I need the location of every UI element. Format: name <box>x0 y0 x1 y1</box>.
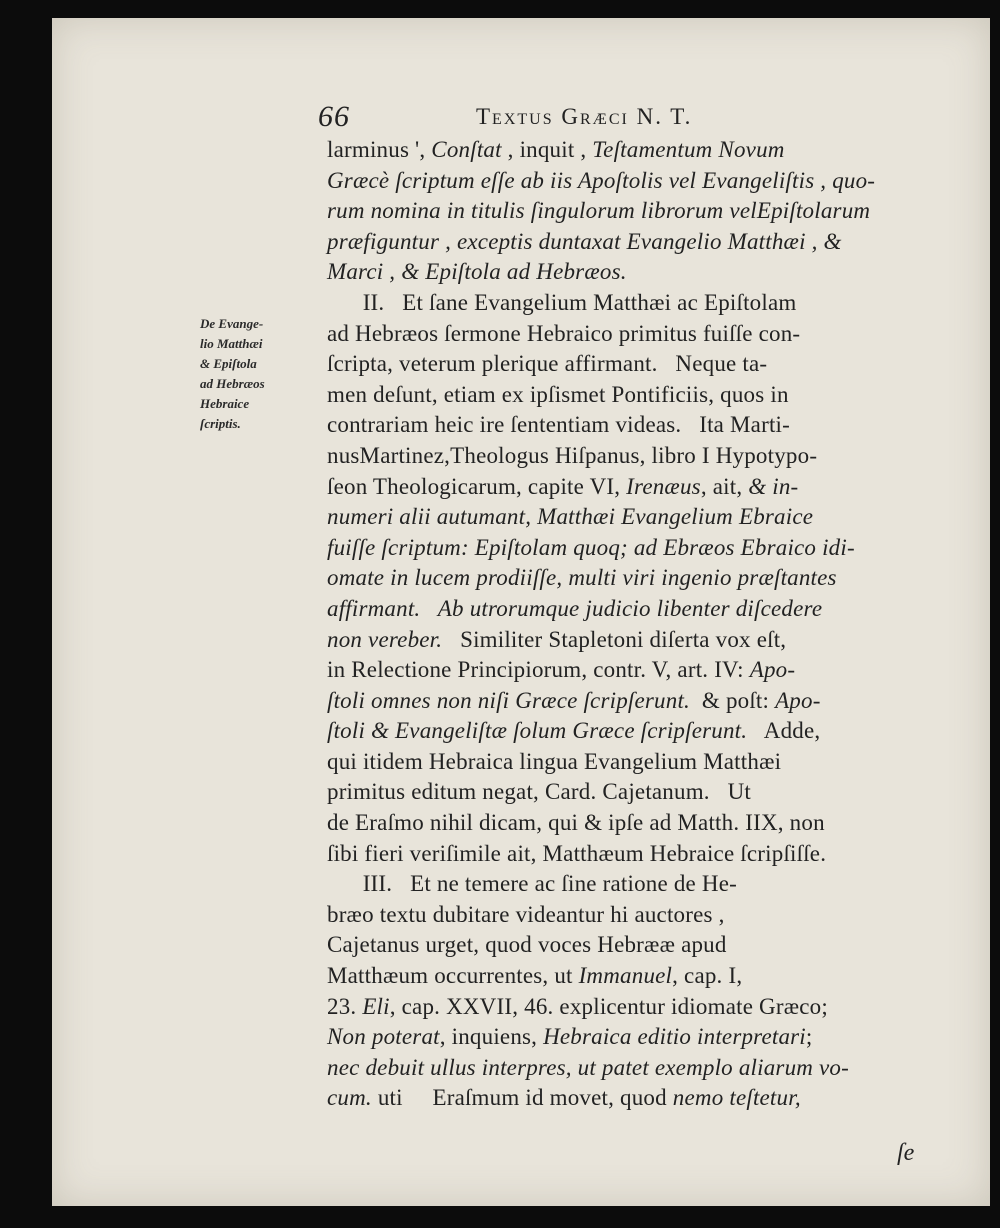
italic-text: Irenæus <box>626 473 701 499</box>
italic-text: rum nomina in titulis ſingulorum librorum velEpiſtolarum <box>327 198 871 224</box>
italic-text: Immanuel <box>578 963 673 989</box>
text-line <box>327 992 947 1023</box>
text-line <box>327 227 947 258</box>
text-line <box>327 166 947 197</box>
roman-text: 23. <box>327 993 363 1019</box>
italic-text: Eli <box>362 993 390 1019</box>
roman-text: men deſunt, etiam ex ipſismet Pontificiis, quos in <box>327 381 789 407</box>
text-line <box>327 930 947 961</box>
catchword: ſe <box>897 1140 915 1166</box>
roman-text: , cap. I, <box>672 963 743 989</box>
text-line <box>327 655 947 686</box>
roman-text: Similiter Stapletoni diſerta vox eſt, <box>442 626 787 652</box>
italic-text: omate in lucem prodiiſſe, multi viri ingenio præſtantes <box>327 565 837 591</box>
text-line <box>327 900 947 931</box>
roman-text: qui itidem Hebraica lingua Evangelium Matthæi <box>327 748 782 774</box>
italic-text: Hebraica editio interpretari <box>543 1024 806 1050</box>
roman-text: nusMartinez,Theologus Hiſpanus, libro I Hypotypo- <box>327 442 818 468</box>
text-line <box>327 319 947 350</box>
italic-text: cum. <box>327 1085 372 1111</box>
italic-text: fuiſſe ſcriptum: Epiſtolam quoq; ad Ebræos Ebraico idi- <box>327 534 855 560</box>
roman-text: Cajetanus urget, quod voces Hebrææ apud <box>327 932 727 958</box>
text-line <box>327 869 947 900</box>
roman-text: , inquit , <box>501 137 593 162</box>
roman-text: , cap. XXVII, 46. explicentur idiomate Græco; <box>389 993 828 1019</box>
page-header <box>318 100 758 140</box>
roman-text: ad Hebræos ſermone Hebraico primitus fuiſſe con- <box>327 320 801 346</box>
italic-text: & in- <box>748 473 799 499</box>
roman-text: ſcripta, veterum plerique affirmant. Neque ta- <box>327 351 768 377</box>
margin-note-line: & Epiſtola <box>200 356 257 371</box>
text-line <box>327 747 947 778</box>
roman-text: in Relectione Principiorum, contr. V, art. IV: <box>327 657 750 683</box>
italic-text: Apo- <box>775 687 821 713</box>
page-number: 66 <box>318 100 350 133</box>
italic-text: affirmant. Ab utrorumque judicio libenter diſcedere <box>327 595 823 621</box>
roman-text: , ait, <box>700 473 749 499</box>
italic-text: Marci , & Epiſtola ad Hebræos. <box>327 259 627 285</box>
roman-text: Matthæum occurrentes, ut <box>327 963 579 989</box>
roman-text: Adde, <box>747 718 821 744</box>
roman-text: de Eraſmo nihil dicam, qui & ipſe ad Matth. IIX, non <box>327 810 825 836</box>
text-line <box>327 349 947 380</box>
roman-text: , inquiens, <box>439 1024 544 1050</box>
text-line <box>327 563 947 594</box>
italic-text: Græcè ſcriptum eſſe ab iis Apoſtolis vel Evangeliſtis , quo- <box>327 167 876 193</box>
text-line <box>327 594 947 625</box>
text-line <box>327 808 947 839</box>
text-line <box>327 1022 947 1053</box>
italic-text: Conſtat <box>431 137 502 162</box>
running-title: Textus Græci N. T. <box>476 104 693 129</box>
italic-text: Apo- <box>749 657 796 683</box>
text-line <box>327 288 947 319</box>
italic-text: ſtoli & Evangeliſtæ ſolum Græce ſcripſerunt. <box>327 718 748 744</box>
roman-text: primitus editum negat, Card. Cajetanum. Ut <box>327 779 752 805</box>
marginal-note <box>200 314 330 434</box>
margin-note-line: ſcriptis. <box>200 416 241 431</box>
italic-text: non vereber. <box>327 626 443 652</box>
margin-note-line: De Evange- <box>200 316 264 331</box>
text-line <box>327 410 947 441</box>
roman-text: II. Et ſane Evangelium Matthæi ac Epiſtolam <box>327 289 797 315</box>
roman-text: III. Et ne temere ac ſine ratione de He- <box>327 871 737 897</box>
text-line <box>327 625 947 656</box>
text-line <box>327 257 947 288</box>
text-line <box>327 686 947 717</box>
margin-note-line: Hebraice <box>200 396 250 411</box>
italic-text: Non poterat <box>327 1024 440 1050</box>
italic-text: ſtoli omnes non niſi Græce ſcripſerunt. <box>327 687 690 713</box>
text-line <box>327 1053 947 1084</box>
text-line <box>327 135 947 166</box>
text-line <box>327 777 947 808</box>
roman-text: uti Eraſmum id movet, quod <box>371 1085 673 1111</box>
roman-text: ſeon Theologicarum, capite VI, <box>327 473 627 499</box>
italic-text: numeri alii autumant, Matthæi Evangelium Ebraice <box>327 504 814 530</box>
roman-text: larminus <box>327 137 416 162</box>
roman-text: & poſt: <box>690 687 776 713</box>
roman-text: contrariam heic ire ſententiam videas. Ita Marti- <box>327 412 790 438</box>
italic-text: nemo teſtetur, <box>672 1085 801 1111</box>
text-line <box>327 961 947 992</box>
margin-note-line: lio Matthæi <box>200 336 263 351</box>
text-line <box>327 472 947 503</box>
text-line <box>327 441 947 472</box>
body-text <box>327 135 947 1114</box>
margin-note-line: ad Hebræos <box>200 376 265 391</box>
text-line <box>327 1083 947 1114</box>
italic-text: præfiguntur , exceptis duntaxat Evangelio Matthæi , & <box>327 228 842 254</box>
italic-text: Teſtamentum Novum <box>592 137 785 162</box>
roman-text: ſibi fieri veriſimile ait, Matthæum Hebraice ſcripſiſſe. <box>327 840 827 866</box>
text-line <box>327 839 947 870</box>
roman-text: ', <box>415 137 432 162</box>
roman-text: bræo textu dubitare videantur hi auctores , <box>327 901 725 927</box>
italic-text: nec debuit ullus interpres, ut patet exemplo aliarum vo- <box>327 1054 849 1080</box>
text-line <box>327 502 947 533</box>
text-line <box>327 196 947 227</box>
roman-text: ; <box>805 1024 813 1050</box>
text-line <box>327 716 947 747</box>
text-line <box>327 533 947 564</box>
text-line <box>327 380 947 411</box>
